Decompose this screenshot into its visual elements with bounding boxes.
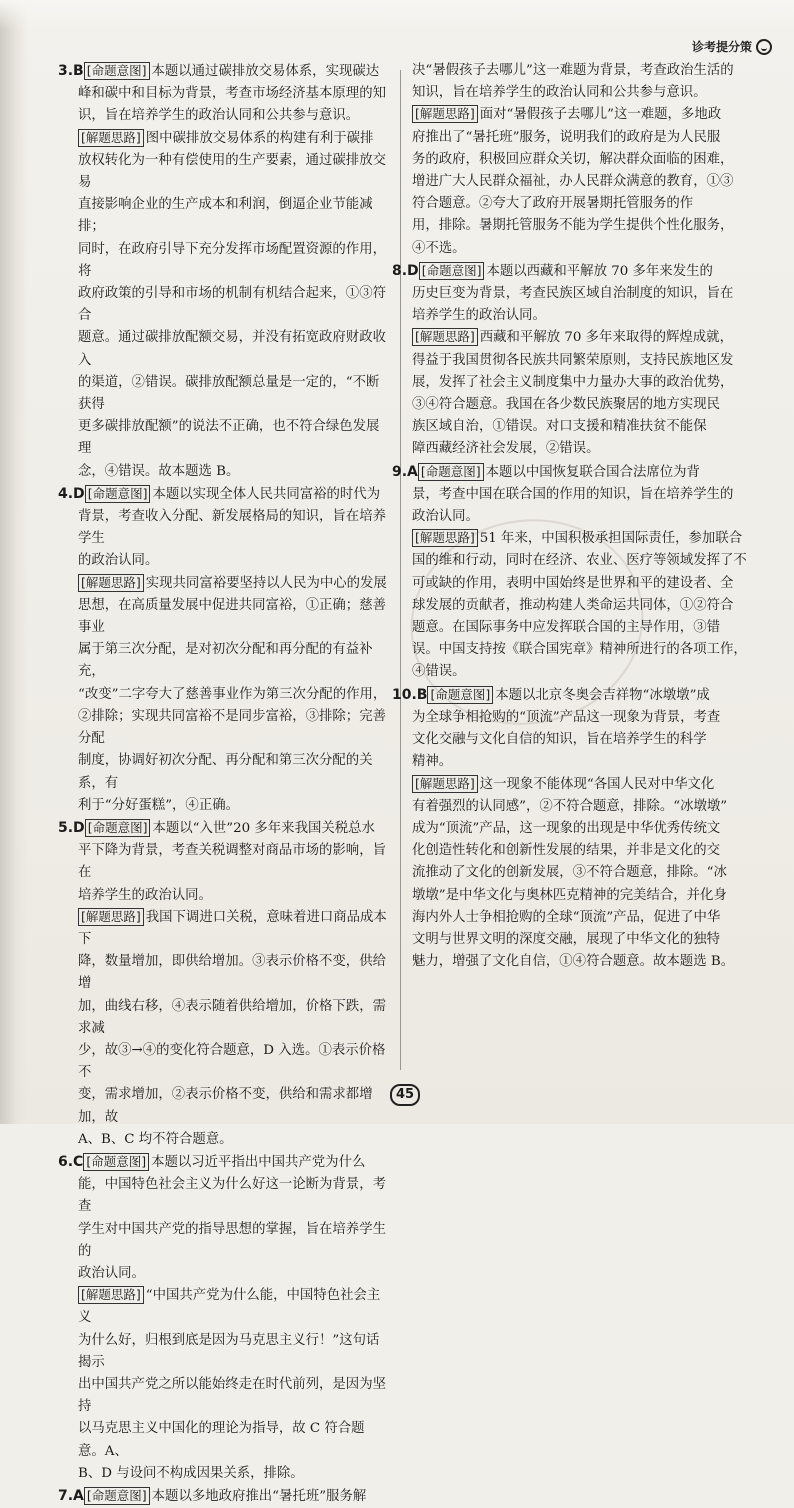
answer-line — [412, 149, 792, 171]
answer-line — [78, 1285, 390, 1329]
line-text: 放权转化为一种有偿使用的生产要素，通过碳排放交易 — [78, 152, 386, 191]
line-text: 文化交融与文化自信的知识，旨在培养学生的科学 — [412, 732, 707, 748]
answer-line — [412, 751, 792, 773]
answer-line — [412, 528, 792, 550]
line-text: 背景，考查收入分配、新发展格局的知识，旨在培养学生 — [78, 509, 386, 547]
answer-line — [412, 774, 792, 796]
answer-line — [58, 483, 390, 506]
section-tag: [命题意图] — [83, 1153, 149, 1171]
line-text: 西藏和平解放 70 多年来取得的辉煌成就， — [479, 330, 733, 346]
line-text: 峰和碳中和目标为背景，考查市场经济基本原理的知 — [78, 86, 386, 102]
section-tag: [解题思路] — [412, 328, 478, 346]
answer-block — [58, 1151, 390, 1285]
answer-block — [412, 528, 792, 683]
line-text: 魅力，增强了文化自信，①④符合题意。故本题选 B。 — [412, 954, 735, 970]
line-text: 直接影响企业的生产成本和利润，倒逼企业节能减排； — [78, 197, 373, 235]
line-text: 误。中国支持按《联合国宪章》精神所进行的各项工作， — [412, 642, 747, 658]
line-text: 为全球争相抢购的“顶流”产品这一现象为背景，考查 — [412, 709, 721, 725]
line-text: 增进广大人民群众福祉，办人民群众满意的教育，①③ — [412, 174, 734, 190]
answer-block — [78, 128, 390, 483]
page-top-edge — [0, 0, 794, 30]
answer-line — [78, 83, 390, 105]
answer-line — [412, 929, 792, 951]
line-text: 本题以中国恢复联合国合法席位为背 — [485, 464, 700, 480]
line-text: 念，④错误。故本题选 B。 — [78, 463, 240, 479]
answer-line — [78, 1129, 390, 1151]
answer-line — [412, 729, 792, 751]
answer-block — [412, 327, 792, 460]
question-number: 4.D — [58, 485, 85, 502]
answer-block — [392, 461, 792, 529]
answer-line — [58, 817, 390, 840]
answer-line — [412, 595, 792, 617]
line-text: 加，曲线右移，④表示随着供给增加，价格下跌，需求减 — [78, 998, 386, 1036]
line-text: A、B、C 均不符合题意。 — [78, 1131, 233, 1147]
section-tag: [命题意图] — [85, 819, 151, 837]
line-text: 同时，在政府引导下充分发挥市场配置资源的作用，将 — [78, 241, 386, 279]
answer-line — [412, 171, 792, 193]
line-text: 成为“顶流”产品，这一现象的出现是中华优秀传统文 — [412, 820, 721, 836]
line-text: 符合题意。②夸大了政府开展暑期托管服务的作 — [412, 196, 694, 212]
header-brand: 诊考提分策 — [691, 40, 752, 54]
answer-line — [412, 127, 792, 149]
line-text: 能，中国特色社会主义为什么好这一论断为背景，考查 — [78, 1177, 386, 1215]
line-text: 的渠道，②错误。碳排放配额总量是一定的，“不断获得 — [78, 374, 380, 413]
answer-line — [412, 305, 792, 327]
answer-line — [78, 951, 390, 995]
line-text: 政治认同。 — [412, 509, 479, 525]
line-text: 国的维和行动，同时在经济、农业、医疗等领域发挥了不 — [412, 553, 747, 569]
line-text: 这一现象不能体现“各国人民对中华文化 — [479, 776, 715, 792]
answer-line — [78, 840, 390, 884]
section-tag: [解题思路] — [78, 908, 144, 926]
section-tag: [命题意图] — [418, 463, 484, 481]
answer-line — [78, 416, 390, 460]
answer-block — [392, 684, 792, 774]
line-text: 面对“暑假孩子去哪儿”这一难题，多地政 — [479, 107, 722, 123]
line-text: 流推动了文化的创新发展，③不符合题意，排除。“冰 — [412, 865, 727, 881]
answer-line — [78, 1463, 390, 1485]
line-text: 利于“分好蛋糕”，④正确。 — [78, 797, 239, 813]
line-text: 少，故③→④的变化符合题意，D 入选。①表示价格不 — [78, 1042, 386, 1081]
page-header — [692, 38, 772, 55]
line-text: 本题以多地政府推出“暑托班”服务解 — [151, 1489, 367, 1504]
answer-line — [78, 506, 390, 550]
section-tag: [命题意图] — [427, 686, 493, 704]
question-number: 10.B — [392, 686, 428, 703]
section-tag: [命题意图] — [419, 262, 485, 280]
line-text: 障西藏经济社会发展，②错误。 — [412, 441, 600, 457]
line-text: 的政治认同。 — [78, 553, 159, 569]
answer-block — [392, 260, 792, 328]
section-tag: [命题意图] — [85, 485, 151, 503]
answer-line — [412, 60, 792, 82]
answer-line — [78, 639, 390, 683]
line-text: 本题以习近平指出中国共产党为什么 — [151, 1154, 366, 1170]
answer-line — [78, 283, 390, 327]
line-text: 本题以“入世”20 多年来我国关税总水 — [152, 820, 375, 836]
page-shadow — [0, 0, 28, 1124]
line-text: ②排除；实现共同富裕不是同步富裕，③排除；完善分配 — [78, 708, 386, 747]
answer-line — [58, 1151, 390, 1174]
answer-line — [78, 750, 390, 794]
answer-block — [412, 774, 792, 974]
answer-line — [78, 327, 390, 371]
line-text: 属于第三次分配，是对初次分配和再分配的有益补充， — [78, 642, 373, 680]
section-tag: [解题思路] — [412, 775, 478, 793]
answer-line — [78, 684, 390, 706]
line-text: 球发展的贡献者，推动构建人类命运共同体，①②符合 — [412, 597, 734, 613]
answer-line — [412, 506, 792, 528]
answer-line — [392, 684, 792, 707]
answer-line — [58, 1485, 390, 1508]
answer-line — [78, 372, 390, 416]
answer-line — [412, 372, 792, 394]
answer-block — [412, 60, 792, 104]
section-tag: [解题思路] — [412, 105, 478, 123]
line-text: 墩墩”是中华文化与奥林匹克精神的完美结合，并化身 — [412, 887, 727, 903]
answer-line — [412, 484, 792, 506]
answer-line — [412, 617, 792, 639]
line-text: 族区域自治，①错误。对口支援和精准扶贫不能保 — [412, 419, 707, 435]
line-text: 培养学生的政治认同。 — [78, 887, 212, 903]
line-text: 决“暑假孩子去哪儿”这一难题为背景，考查政治生活的 — [412, 63, 734, 78]
answer-line — [78, 996, 390, 1040]
answer-line — [78, 1040, 390, 1084]
answer-block — [78, 1285, 390, 1485]
line-text: 制度，协调好初次分配、再分配和第三次分配的关系，有 — [78, 753, 373, 791]
line-text: 得益于我国贯彻各民族共同繁荣原则，支持民族地区发 — [412, 352, 734, 368]
answer-line — [412, 238, 792, 260]
answer-line — [412, 862, 792, 884]
column-divider — [400, 70, 401, 1070]
answer-line — [412, 327, 792, 349]
answer-line — [412, 394, 792, 416]
line-text: 识，旨在培养学生的政治认同和公共参与意识。 — [78, 108, 360, 124]
answer-line — [78, 461, 390, 483]
line-text: ④不选。 — [412, 240, 466, 256]
question-number: 3.B — [58, 63, 84, 79]
answer-line — [392, 461, 792, 484]
line-text: 化创造性转化和创新性发展的结果，并非是文化的交 — [412, 843, 720, 859]
answer-line — [78, 573, 390, 595]
line-text: 学生对中国共产党的指导思想的掌握，旨在培养学生的 — [78, 1221, 386, 1259]
line-text: 本题以实现全体人民共同富裕的时代为 — [152, 486, 381, 502]
answer-line — [78, 1219, 390, 1263]
answer-line — [78, 194, 390, 238]
answer-line — [78, 1084, 390, 1128]
line-text: 海内外人士争相抢购的全球“顶流”产品，促进了中华 — [412, 909, 721, 925]
line-text: 精神。 — [412, 754, 453, 770]
line-text: 有着强烈的认同感”，②不符合题意，排除。“冰墩墩” — [412, 798, 728, 814]
answer-line — [78, 105, 390, 127]
answer-line — [78, 128, 390, 150]
line-text: 以马克思主义中国化的理论为指导，故 C 符合题意。A、 — [78, 1421, 365, 1459]
section-tag: [解题思路] — [78, 574, 144, 592]
answer-line — [412, 215, 792, 237]
answer-line — [412, 796, 792, 818]
answer-block — [78, 573, 390, 817]
answer-line — [412, 951, 792, 973]
question-number: 5.D — [58, 819, 85, 836]
answer-block — [58, 1485, 390, 1508]
answer-line — [412, 818, 792, 840]
line-text: ③④符合题意。我国在各少数民族聚居的地方实现民 — [412, 397, 720, 413]
line-text: 展，发挥了社会主义制度集中力量办大事的政治优势， — [412, 374, 734, 390]
line-text: 知识，旨在培养学生的政治认同和公共参与意识。 — [412, 85, 707, 101]
answer-line — [78, 239, 390, 283]
answer-line — [412, 907, 792, 929]
answer-line — [78, 1263, 390, 1285]
answer-line — [78, 1174, 390, 1218]
answer-line — [78, 1330, 390, 1374]
section-tag: [解题思路] — [78, 1286, 144, 1304]
page-number: 45 — [390, 1084, 420, 1106]
line-text: 题意。通过碳排放配额交易，并没有拓宽政府财政收入 — [78, 330, 386, 368]
answer-line — [412, 707, 792, 729]
line-text: 培养学生的政治认同。 — [412, 308, 546, 324]
question-number: 7.A — [58, 1488, 84, 1504]
line-text: ④错误。 — [412, 664, 466, 680]
section-tag: [命题意图] — [84, 62, 150, 80]
answer-line — [412, 416, 792, 438]
answer-line — [412, 283, 792, 305]
line-text: 务的政府，积极回应群众关切，解决群众面临的困难， — [412, 151, 734, 167]
line-text: 府推出了“暑托班”服务，说明我们的政府是为人民服 — [412, 129, 721, 145]
answer-line — [78, 595, 390, 639]
answer-line — [412, 82, 792, 104]
line-text: “改变”二字夸大了慈善事业作为第三次分配的作用， — [78, 686, 387, 702]
line-text: 可或缺的作用，表明中国始终是世界和平的建设者、全 — [412, 575, 734, 591]
line-text: B、D 与设问不构成因果关系，排除。 — [78, 1465, 304, 1481]
line-text: 思想，在高质量发展中促进共同富裕，①正确；慈善事业 — [78, 597, 386, 636]
line-text: 用，排除。暑期托管服务不能为学生提供个性化服务， — [412, 218, 734, 234]
line-text: 降，数量增加，即供给增加。③表示价格不变，供给增 — [78, 954, 386, 992]
line-text: 更多碳排放配额”的说法不正确，也不符合绿色发展理 — [78, 419, 380, 457]
answer-line — [412, 661, 792, 683]
answer-line — [78, 885, 390, 907]
answer-block — [412, 104, 792, 259]
line-text: 本题以西藏和平解放 70 多年来发生的 — [486, 263, 713, 279]
answer-line — [78, 150, 390, 194]
section-tag: [解题思路] — [412, 529, 478, 547]
line-text: 图中碳排放交易体系的构建有利于碳排 — [145, 130, 374, 146]
line-text: 出中国共产党之所以能始终走在时代前列，是因为坚持 — [78, 1376, 386, 1415]
answer-line — [78, 550, 390, 572]
answer-line — [412, 104, 792, 126]
answer-block — [78, 907, 390, 1151]
answer-line — [412, 639, 792, 661]
right-column — [392, 60, 792, 973]
answer-block — [58, 60, 390, 128]
line-text: 题意。在国际事务中应发挥联合国的主导作用，③错 — [412, 620, 720, 636]
line-text: 变，需求增加，②表示价格不变，供给和需求都增加，故 — [78, 1087, 373, 1125]
answer-line — [78, 1418, 390, 1462]
smile-logo-icon — [756, 39, 772, 55]
question-number: 8.D — [392, 262, 419, 279]
answer-line — [78, 907, 390, 951]
answer-line — [412, 193, 792, 215]
question-number: 6.C — [58, 1153, 84, 1170]
line-text: 平下降为背景，考查关税调整对商品市场的影响，旨在 — [78, 843, 386, 881]
answer-line — [78, 1374, 390, 1418]
section-tag: [命题意图] — [84, 1487, 150, 1505]
line-text: 政府政策的引导和市场的机制有机结合起来，①③符合 — [78, 286, 386, 324]
answer-line — [78, 795, 390, 817]
answer-block — [58, 817, 390, 907]
question-number: 9.A — [392, 463, 418, 480]
line-text: 政治认同。 — [78, 1265, 145, 1281]
line-text: “中国共产党为什么能，中国特色社会主义 — [78, 1288, 381, 1326]
line-text: 景，考查中国在联合国的作用的知识，旨在培养学生的 — [412, 486, 734, 502]
line-text: 51 年来，中国积极承担国际责任，参加联合 — [479, 531, 743, 547]
line-text: 我国下调进口关税，意味着进口商品成本下 — [78, 909, 387, 947]
answer-line — [58, 60, 390, 83]
line-text: 本题以通过碳排放交易体系，实现碳达 — [151, 64, 380, 79]
section-tag: [解题思路] — [78, 129, 144, 147]
answer-line — [412, 840, 792, 862]
answer-line — [412, 438, 792, 460]
line-text: 文明与世界文明的深度交融，展现了中华文化的独特 — [412, 931, 720, 947]
answer-block — [58, 483, 390, 573]
answer-line — [412, 573, 792, 595]
line-text: 本题以北京冬奥会吉祥物“冰墩墩”成 — [495, 687, 710, 703]
answer-line — [412, 550, 792, 572]
answer-line — [78, 706, 390, 750]
answer-line — [412, 885, 792, 907]
line-text: 实现共同富裕要坚持以人民为中心的发展 — [145, 575, 387, 591]
line-text: 历史巨变为背景，考查民族区域自治制度的知识，旨在 — [412, 286, 734, 302]
left-column — [58, 60, 390, 1508]
answer-line — [392, 260, 792, 283]
answer-line — [412, 350, 792, 372]
line-text: 为什么好，归根到底是因为马克思主义行！”这句话揭示 — [78, 1332, 380, 1370]
